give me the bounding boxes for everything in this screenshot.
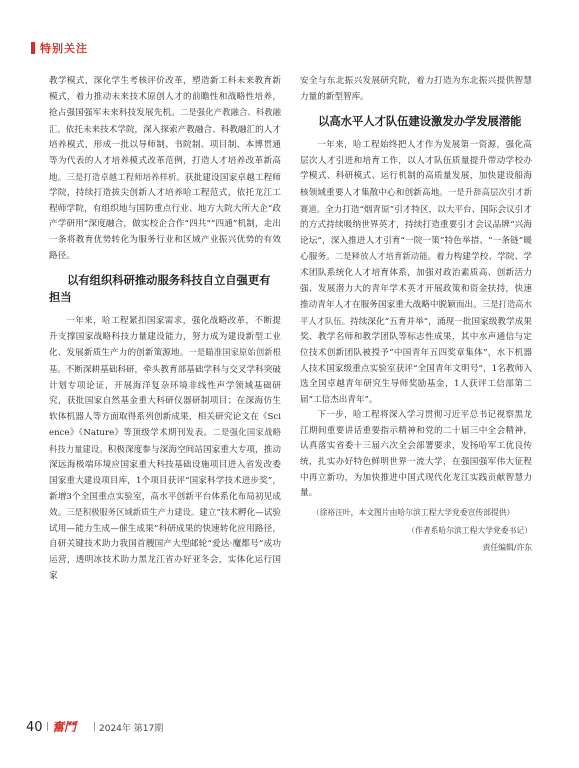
section-tag: 特别关注 bbox=[40, 42, 88, 55]
paragraph: 下一步，哈工程将深入学习贯彻习近平总书记视察黑龙江期间重要讲话重要指示精神和党的二十届三中全会精神，认真落实省委十三届六次全会部署要求，发扬哈军工优良传统，扎实办好特色鲜明世界一流大学，在强国强军伟大征程中再立新功，为加快推进中国式现代化龙江实践贡献智慧力量。 bbox=[300, 410, 532, 499]
keyword-lead: 一是瞄准国家原始创新根基。 bbox=[49, 347, 281, 374]
issue-label: 2024年 第17期 bbox=[99, 724, 164, 734]
footer-divider bbox=[47, 722, 48, 731]
keyword-lead: 二是强化产教融合、科教融汇。 bbox=[49, 107, 281, 134]
responsible-editor: 责任编辑/许东 bbox=[482, 542, 532, 552]
keyword-lead: 三是积极服务区域新质生产力建设。 bbox=[66, 507, 200, 518]
photo-credit-note: （徐裕汪叶，本文图片由哈尔滨工程大学党委宣传部提供） bbox=[311, 507, 515, 517]
section-marker bbox=[31, 42, 35, 54]
keyword-lead: 二是强化国家战略科技力量建设。 bbox=[49, 427, 281, 454]
paragraph: 一年来，哈工程紧扣国家需求，强化战略改革，不断提升支撑国家战略科技力量建设能力，努力成为建设新型工业化、发展新质生产力的创新策源地。一是瞄准国家原始创新根基。不断深耕基础科研，牵头教育部基础学科与交叉学科突破计划专项论证，开展海洋复杂环境非线性声学领域基础研究，获批国家自然基金重大科研仪器研制项目；在深海仿生软体机器人等方面取得系列创新成果，相关研究论文在《Science》《Nature》等顶级学术期刊发表。二是强化国家战略科技力量建设。积极深度参与深海空间站国家重大专项，推动深远海极端环境应国家重大科技基础设施项目进入省发改委国家重大建设项目库，1个项目获评“国家科学技术进步奖”，新增3个全国重点实验室，高水平创新平台体系化布局初见成效。三是积极服务区域新质生产力建设。建立“技术孵化—试验试用—能力生成—催生成果”科研成果的快速转化应用路径，自研关键技术助力我国首艘国产大型邮轮“爱达·魔都号”成功运营，透明冰技术助力黑龙江省办好亚冬会，实体化运行国家 bbox=[49, 316, 281, 581]
keyword-lead: 三是打造卓越工程师培养样析。 bbox=[66, 171, 185, 182]
keyword-lead: 二是释放人才培育新动能。 bbox=[334, 251, 437, 262]
right-column bbox=[300, 74, 532, 553]
keyword-lead: 三是打造高水平人才队伍。 bbox=[300, 299, 532, 326]
paragraph: 安全与东北振兴发展研究院，着力打造为东北振兴提供智慧力量的新型智库。 bbox=[300, 76, 532, 102]
footer-divider bbox=[94, 722, 95, 731]
paragraph: 教学模式，深化学生考核评价改革，塑造新工科未来教育新模式，着力推动未来技术原创人才的前瞻性和战略性培养，抢占强国强军未来科技发展先机。二是强化产教融合、科教融汇。依托未来技术学院，深入探索产教融合、科教融汇的人才培养模式，形成一批以导师制、书院制、项目制、本博贯通等为代表的人才培养模式改革范例，打造人才培养改革新高地。三是打造卓越工程师培养样析。获批建设国家卓越工程师学院，持续打造拔尖创新人才培养哈工程范式，依托龙江工程师学院，有组织地与国防重点行业、地方大院大所大企“政产学研用”深度融合，做实校企合作“四共”“四通”机制，走出一条将教育优势转化为服务行业和区域产业振兴优势的有效路径。 bbox=[49, 76, 281, 261]
paragraph: 一年来，哈工程始终把人才作为发展第一资源，强化高层次人才引进和培育工作，以人才队伍质量提升带动学校办学模式、科研模式、运行机制的高质量发展，加快建设船海核领域重要人才集散中心和创新高地。一是升辞高层次引才新赛道。全力打造“烟青原”引才特区，以大平台、国际会议引才的方式持续吸纳世界英才，持续打造重要引才会议品牌“兴海论坛”，深入推进人才引育“一院一策”特色举措、“一条链”暖心服务。二是释放人才培育新动能。着力构建学校、学院、学术团队系统化人才培育体系，加强对政治素质高、创新活力强、发展潜力大的青年学术英才开展政策和资金扶持，快速推动青年人才在服务国家重大战略中脱颖而出。三是打造高水平人才队伍。持续深化“五育并举”，涌现一批国家级教学成果奖、教学名师和教学团队等标志性成果，其中水声通信与定位技术创新团队被授予“中国青年五四奖章集体”，水下机器人技术国家级重点实验室获评“全国青年文明号”，1名教师入选全国卓越青年研究生导师奖励基金，1人获评工信部第二届“工信杰出青年”。 bbox=[300, 140, 532, 405]
author-affiliation: （作者系哈尔滨工程大学党委书记） bbox=[407, 525, 532, 535]
left-column bbox=[49, 74, 281, 584]
section-heading: 以有组织科研推动服务科技自立自强更有担当 bbox=[49, 274, 271, 305]
keyword-lead: 一是升辞高层次引才新赛道。 bbox=[300, 186, 532, 214]
magazine-logo: 奮鬥 bbox=[52, 720, 77, 734]
section-heading: 以高水平人才队伍建设激发办学发展潜能 bbox=[318, 115, 522, 129]
page-number: 40 bbox=[26, 720, 43, 735]
